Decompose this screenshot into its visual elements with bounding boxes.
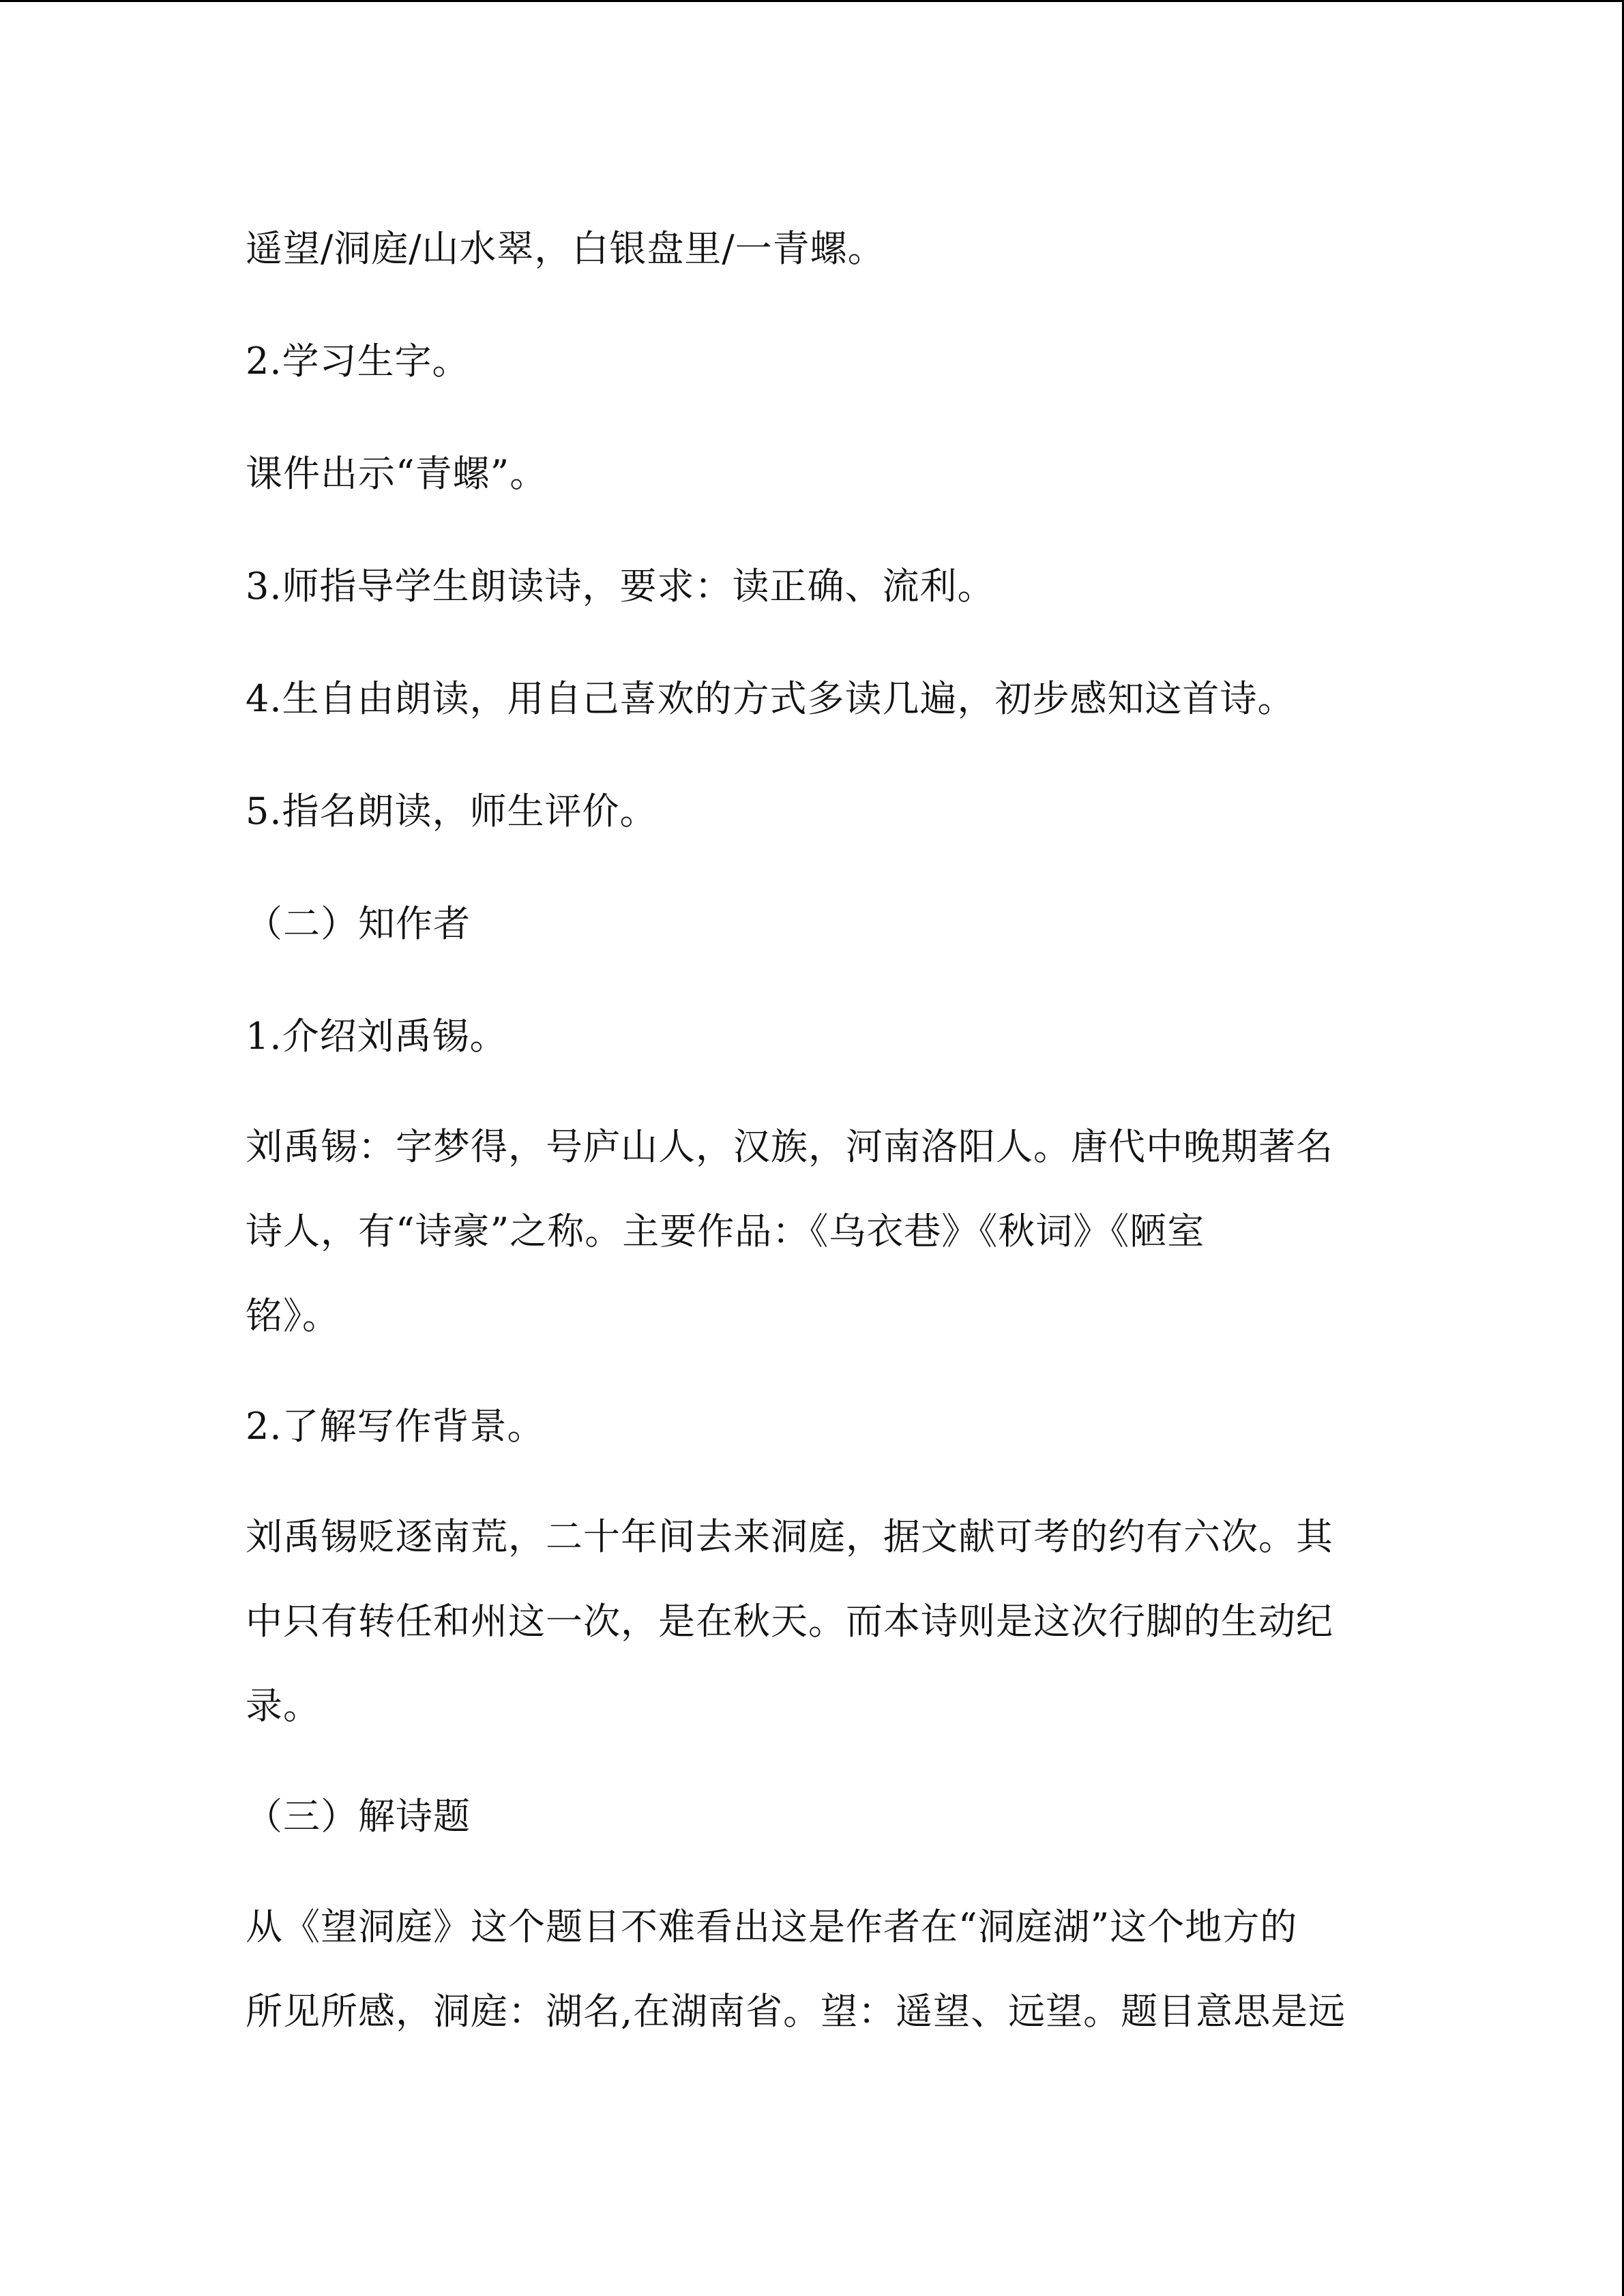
paragraph-background-heading: [246, 1382, 1378, 1471]
text-line: 2.学习生字。: [246, 340, 470, 383]
text-line: 诗人，有“诗豪”之称。主要作品：《乌衣巷》《秋词》《陋室: [246, 1210, 1205, 1253]
paragraph-step-4: [246, 655, 1378, 743]
text-line: 从《望洞庭》这个题目不难看出这是作者在“洞庭湖”这个地方的: [246, 1905, 1298, 1948]
text-line: 4.生自由朗读，用自己喜欢的方式多读几遍，初步感知这首诗。: [246, 677, 1295, 720]
paragraph-step-2: [246, 317, 1378, 406]
text-line: 中只有转任和州这一次，是在秋天。而本诗则是这次行脚的生动纪: [246, 1600, 1333, 1643]
section-heading-author: [246, 880, 1378, 968]
text-line: 5.指名朗读，师生评价。: [246, 790, 658, 833]
page-top-border: [0, 0, 1624, 2]
text-line: 刘禹锡：字梦得，号庐山人，汉族，河南洛阳人。唐代中晚期著名: [246, 1125, 1333, 1168]
text-line: 课件出示“青螺”。: [246, 452, 548, 495]
paragraph-author-bio: [246, 1105, 1378, 1358]
paragraph-courseware: [246, 430, 1378, 518]
text-line: 录。: [246, 1684, 321, 1727]
text-line: （二）知作者: [246, 902, 471, 945]
text-line: 铭》。: [246, 1294, 340, 1337]
text-line: 刘禹锡贬逐南荒，二十年间去来洞庭，据文献可考的约有六次。其: [246, 1515, 1333, 1558]
text-line: 2.了解写作背景。: [246, 1405, 545, 1448]
text-line: 遥望/洞庭/山水翠，白银盘里/一青螺。: [246, 227, 885, 270]
paragraph-title-explanation: [246, 1885, 1378, 2054]
paragraph-step-3: [246, 542, 1378, 631]
section-heading-title: [246, 1772, 1378, 1861]
paragraph-background: [246, 1495, 1378, 1748]
paragraph-poem-line: [246, 205, 1378, 293]
text-line: 3.师指导学生朗读诗，要求：读正确、流利。: [246, 565, 995, 608]
document-page: [246, 205, 1378, 2078]
text-line: 1.介绍刘禹锡。: [246, 1015, 507, 1058]
text-line: （三）解诗题: [246, 1795, 471, 1838]
text-line: 所见所感，洞庭：湖名,在湖南省。望：遥望、远望。题目意思是远: [246, 1990, 1346, 2033]
paragraph-step-5: [246, 767, 1378, 856]
paragraph-intro-author: [246, 992, 1378, 1081]
